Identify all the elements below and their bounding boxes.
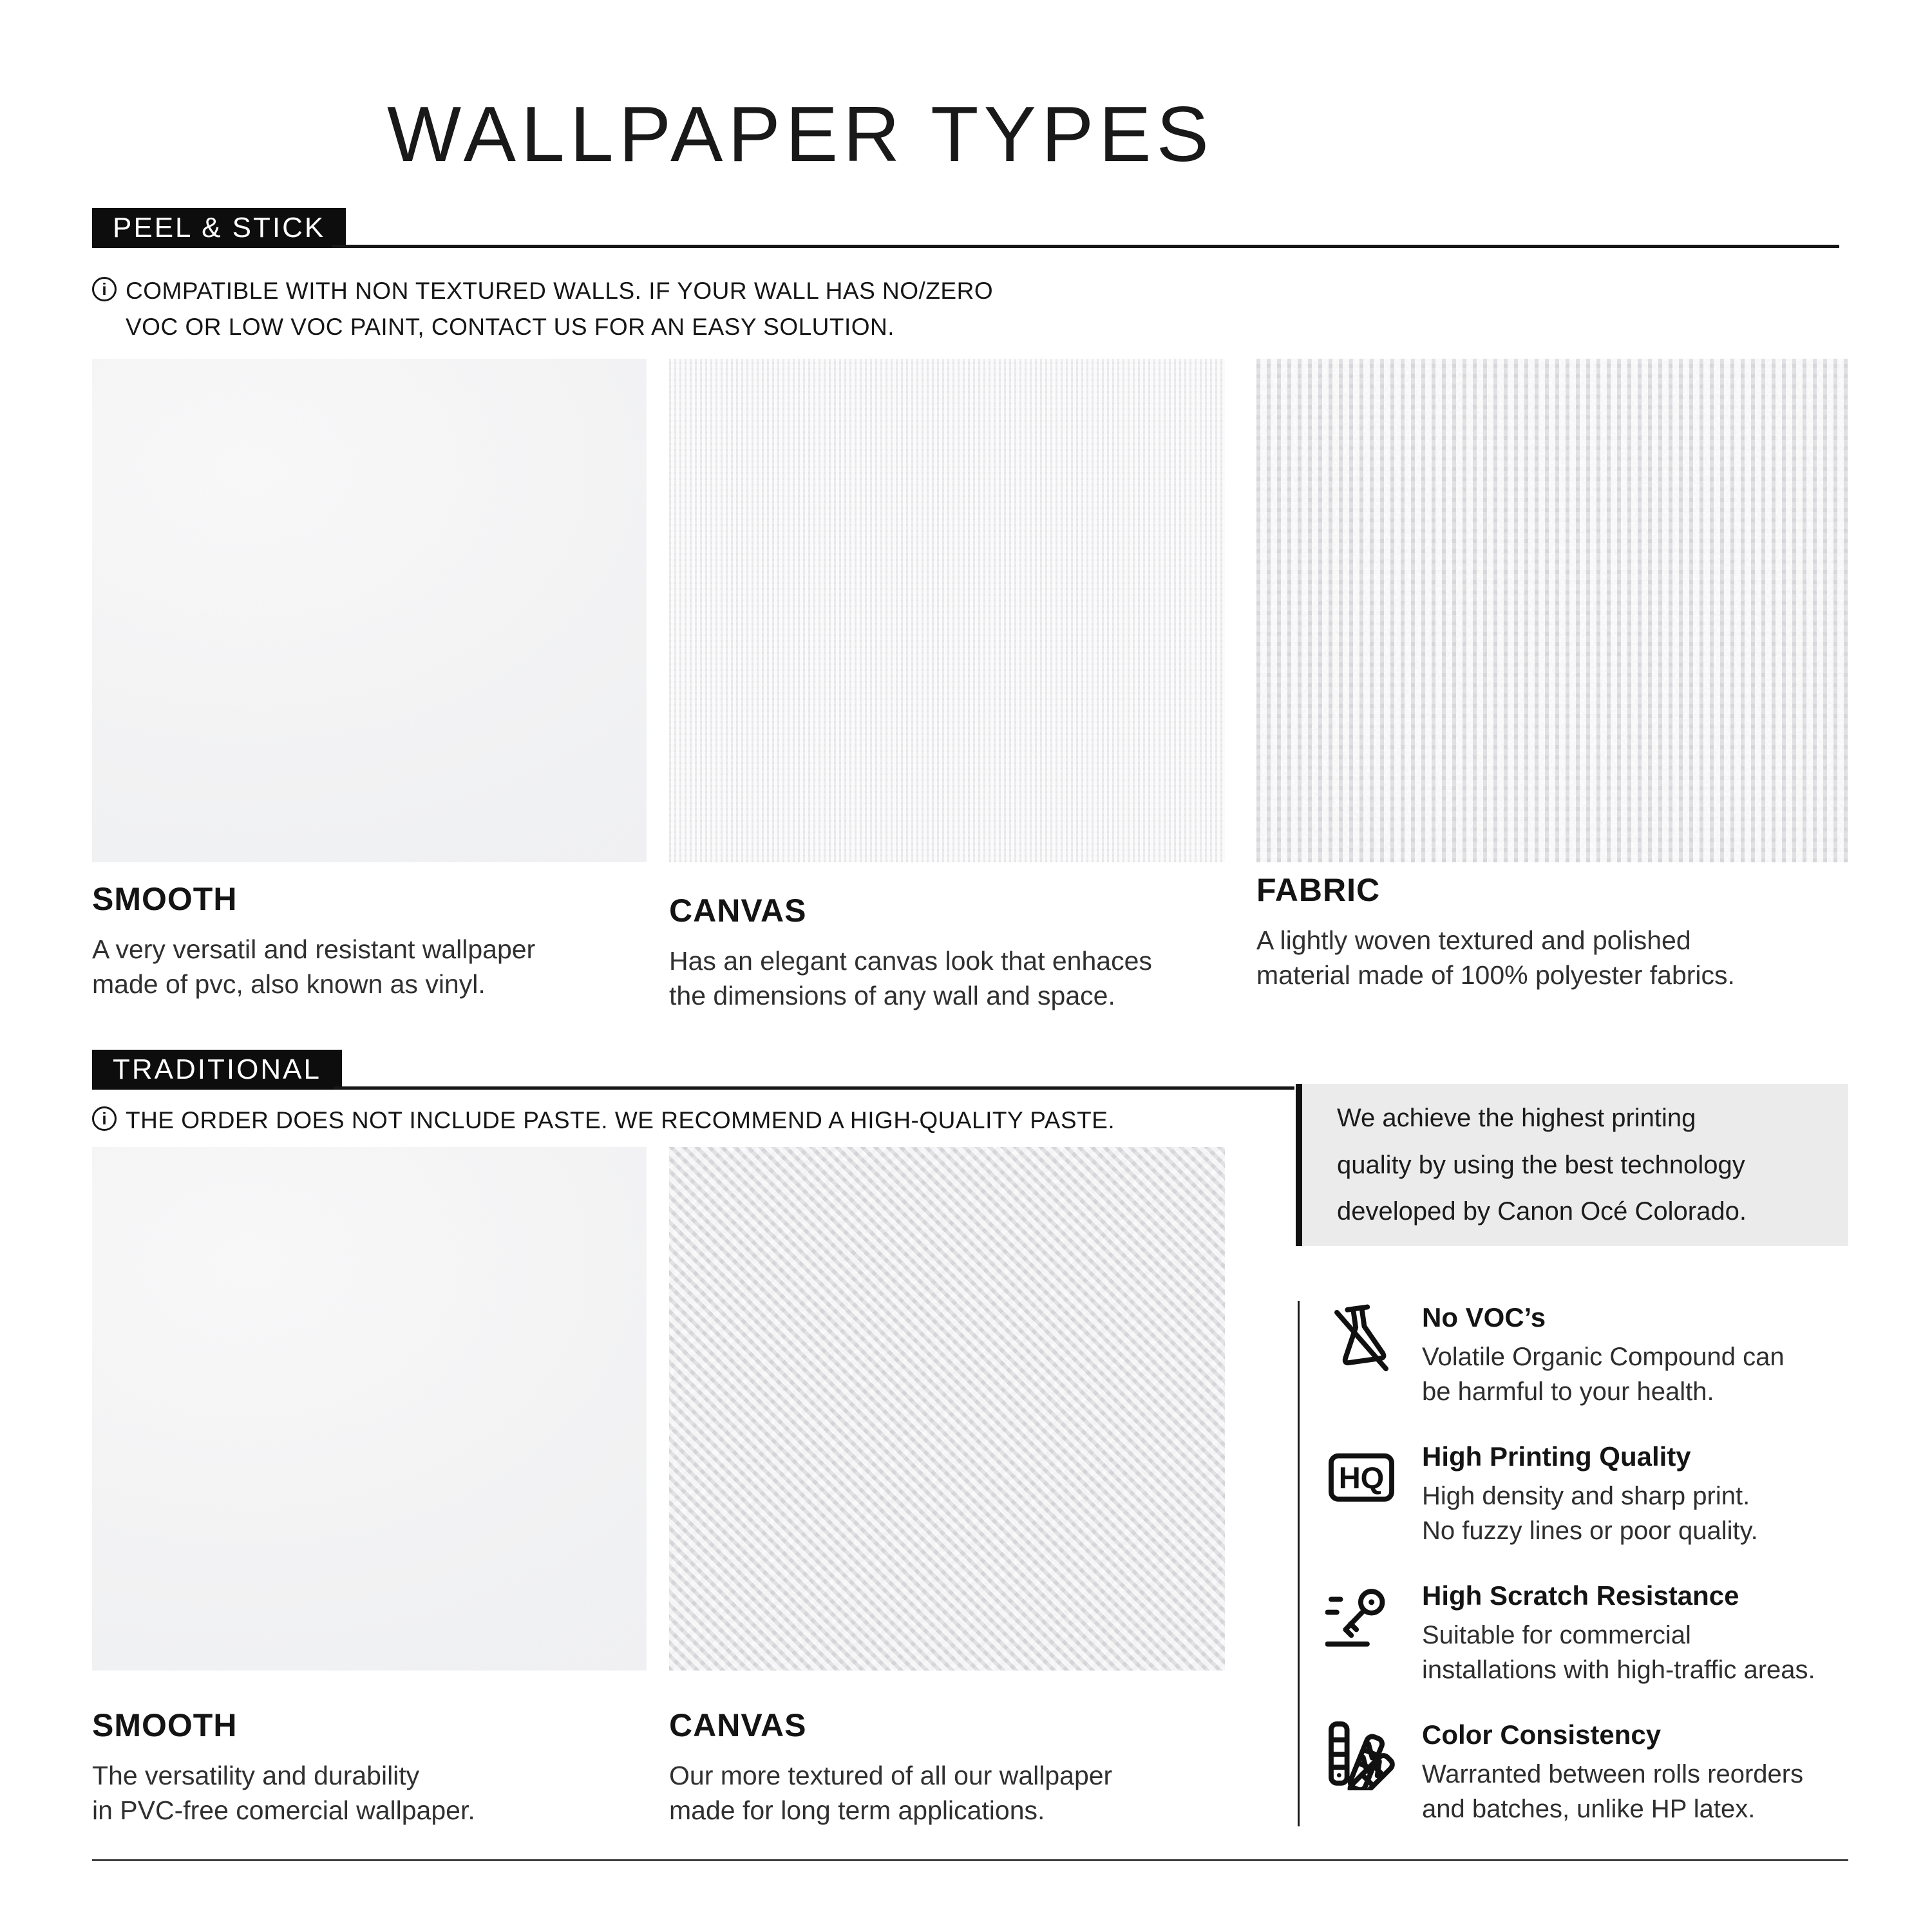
- desc-line: made for long term applications.: [669, 1795, 1045, 1826]
- feature-text: [1422, 1579, 1815, 1687]
- note-line: COMPATIBLE WITH NON TEXTURED WALLS. IF YOUR WALL HAS NO/ZERO: [126, 278, 994, 304]
- feature-color-consistency: [1325, 1718, 1864, 1826]
- section-badge-peel-stick: PEEL & STICK: [92, 208, 346, 248]
- traditional-note-text: [126, 1103, 1115, 1139]
- desc-line: Our more textured of all our wallpaper: [669, 1761, 1113, 1790]
- texture-swatch-rough-canvas: [669, 1147, 1225, 1671]
- no-voc-flask-icon: [1325, 1301, 1397, 1373]
- feature-desc-line: High density and sharp print.: [1422, 1482, 1750, 1510]
- feature-title: High Scratch Resistance: [1422, 1580, 1739, 1611]
- section-rule-peel-stick: [332, 245, 1839, 248]
- peel-stick-note: [92, 273, 993, 345]
- texture-grain: [92, 1147, 647, 1671]
- feature-description: [1422, 1618, 1815, 1687]
- feature-title: Color Consistency: [1422, 1719, 1662, 1750]
- swatch-name: FABRIC: [1256, 872, 1381, 908]
- swatch-card-traditional-smooth: [92, 1147, 647, 1828]
- feature-text: [1422, 1718, 1803, 1826]
- feature-desc-line: Volatile Organic Compound can: [1422, 1343, 1785, 1371]
- texture-grain: [669, 1147, 1225, 1671]
- desc-line: made of pvc, also known as vinyl.: [92, 969, 486, 999]
- swatch-card-traditional-canvas: [669, 1147, 1225, 1828]
- feature-title: No VOC’s: [1422, 1302, 1546, 1332]
- section-badge-traditional: TRADITIONAL: [92, 1050, 342, 1090]
- desc-line: in PVC-free comercial wallpaper.: [92, 1795, 475, 1826]
- feature-list: [1298, 1301, 1864, 1826]
- swatch-card-peel-fabric: [1256, 359, 1848, 992]
- swatch-name: CANVAS: [669, 893, 807, 929]
- feature-description: [1422, 1340, 1785, 1409]
- swatch-card-peel-smooth: [92, 359, 647, 1001]
- swatch-card-peel-canvas: [669, 359, 1225, 1013]
- info-icon: i: [92, 1106, 117, 1131]
- desc-line: the dimensions of any wall and space.: [669, 981, 1115, 1011]
- feature-text: [1422, 1440, 1758, 1548]
- desc-line: material made of 100% polyester fabrics.: [1256, 960, 1735, 990]
- feature-high-printing-quality: [1325, 1440, 1864, 1548]
- swatch-description: [669, 1758, 1225, 1828]
- feature-desc-line: and batches, unlike HP latex.: [1422, 1795, 1756, 1823]
- callout-line: quality by using the best technology: [1337, 1150, 1745, 1179]
- hq-icon-label: HQ: [1338, 1461, 1385, 1495]
- feature-desc-line: be harmful to your health.: [1422, 1378, 1714, 1406]
- feature-desc-line: installations with high-traffic areas.: [1422, 1656, 1815, 1684]
- feature-desc-line: Suitable for commercial: [1422, 1621, 1691, 1649]
- feature-title: High Printing Quality: [1422, 1441, 1691, 1472]
- swatch-name: SMOOTH: [92, 1707, 238, 1743]
- feature-desc-line: Warranted between rolls reorders: [1422, 1760, 1804, 1788]
- desc-line: A very versatil and resistant wallpaper: [92, 934, 536, 964]
- hq-badge-icon: [1325, 1440, 1397, 1512]
- swatch-name: SMOOTH: [92, 881, 238, 917]
- texture-swatch-canvas: [669, 359, 1225, 862]
- feature-description: [1422, 1479, 1758, 1548]
- texture-swatch-smooth: [92, 1147, 647, 1671]
- info-icon: i: [92, 277, 117, 301]
- desc-line: A lightly woven textured and polished: [1256, 925, 1691, 955]
- callout-line: We achieve the highest printing: [1337, 1103, 1696, 1132]
- feature-scratch-resistance: [1325, 1579, 1864, 1687]
- color-swatches-icon: [1325, 1718, 1397, 1790]
- footer-divider: [92, 1859, 1848, 1861]
- texture-grain: [1256, 359, 1848, 862]
- feature-desc-line: No fuzzy lines or poor quality.: [1422, 1517, 1758, 1545]
- feature-no-voc: [1325, 1301, 1864, 1409]
- texture-swatch-fabric: [1256, 359, 1848, 862]
- desc-line: The versatility and durability: [92, 1761, 420, 1790]
- section-rule-traditional: [334, 1086, 1294, 1090]
- swatch-description: [92, 932, 647, 1001]
- texture-grain: [92, 359, 647, 862]
- texture-swatch-smooth: [92, 359, 647, 862]
- note-line: VOC OR LOW VOC PAINT, CONTACT US FOR AN EASY SOLUTION.: [126, 313, 895, 340]
- swatch-name: CANVAS: [669, 1707, 807, 1743]
- printing-quality-callout: [1296, 1084, 1848, 1246]
- page-title: WALLPAPER TYPES: [387, 90, 1214, 178]
- note-line: THE ORDER DOES NOT INCLUDE PASTE. WE RECOMMEND A HIGH-QUALITY PASTE.: [126, 1107, 1115, 1133]
- desc-line: Has an elegant canvas look that enhaces: [669, 946, 1152, 976]
- traditional-note: [92, 1103, 1115, 1139]
- peel-stick-note-text: [126, 273, 993, 345]
- scratch-key-icon: [1325, 1579, 1397, 1651]
- swatch-description: [92, 1758, 647, 1828]
- swatch-description: [1256, 923, 1848, 992]
- feature-text: [1422, 1301, 1785, 1409]
- feature-description: [1422, 1757, 1803, 1826]
- swatch-description: [669, 943, 1225, 1013]
- texture-grain: [669, 359, 1225, 862]
- callout-line: developed by Canon Océ Colorado.: [1337, 1197, 1747, 1226]
